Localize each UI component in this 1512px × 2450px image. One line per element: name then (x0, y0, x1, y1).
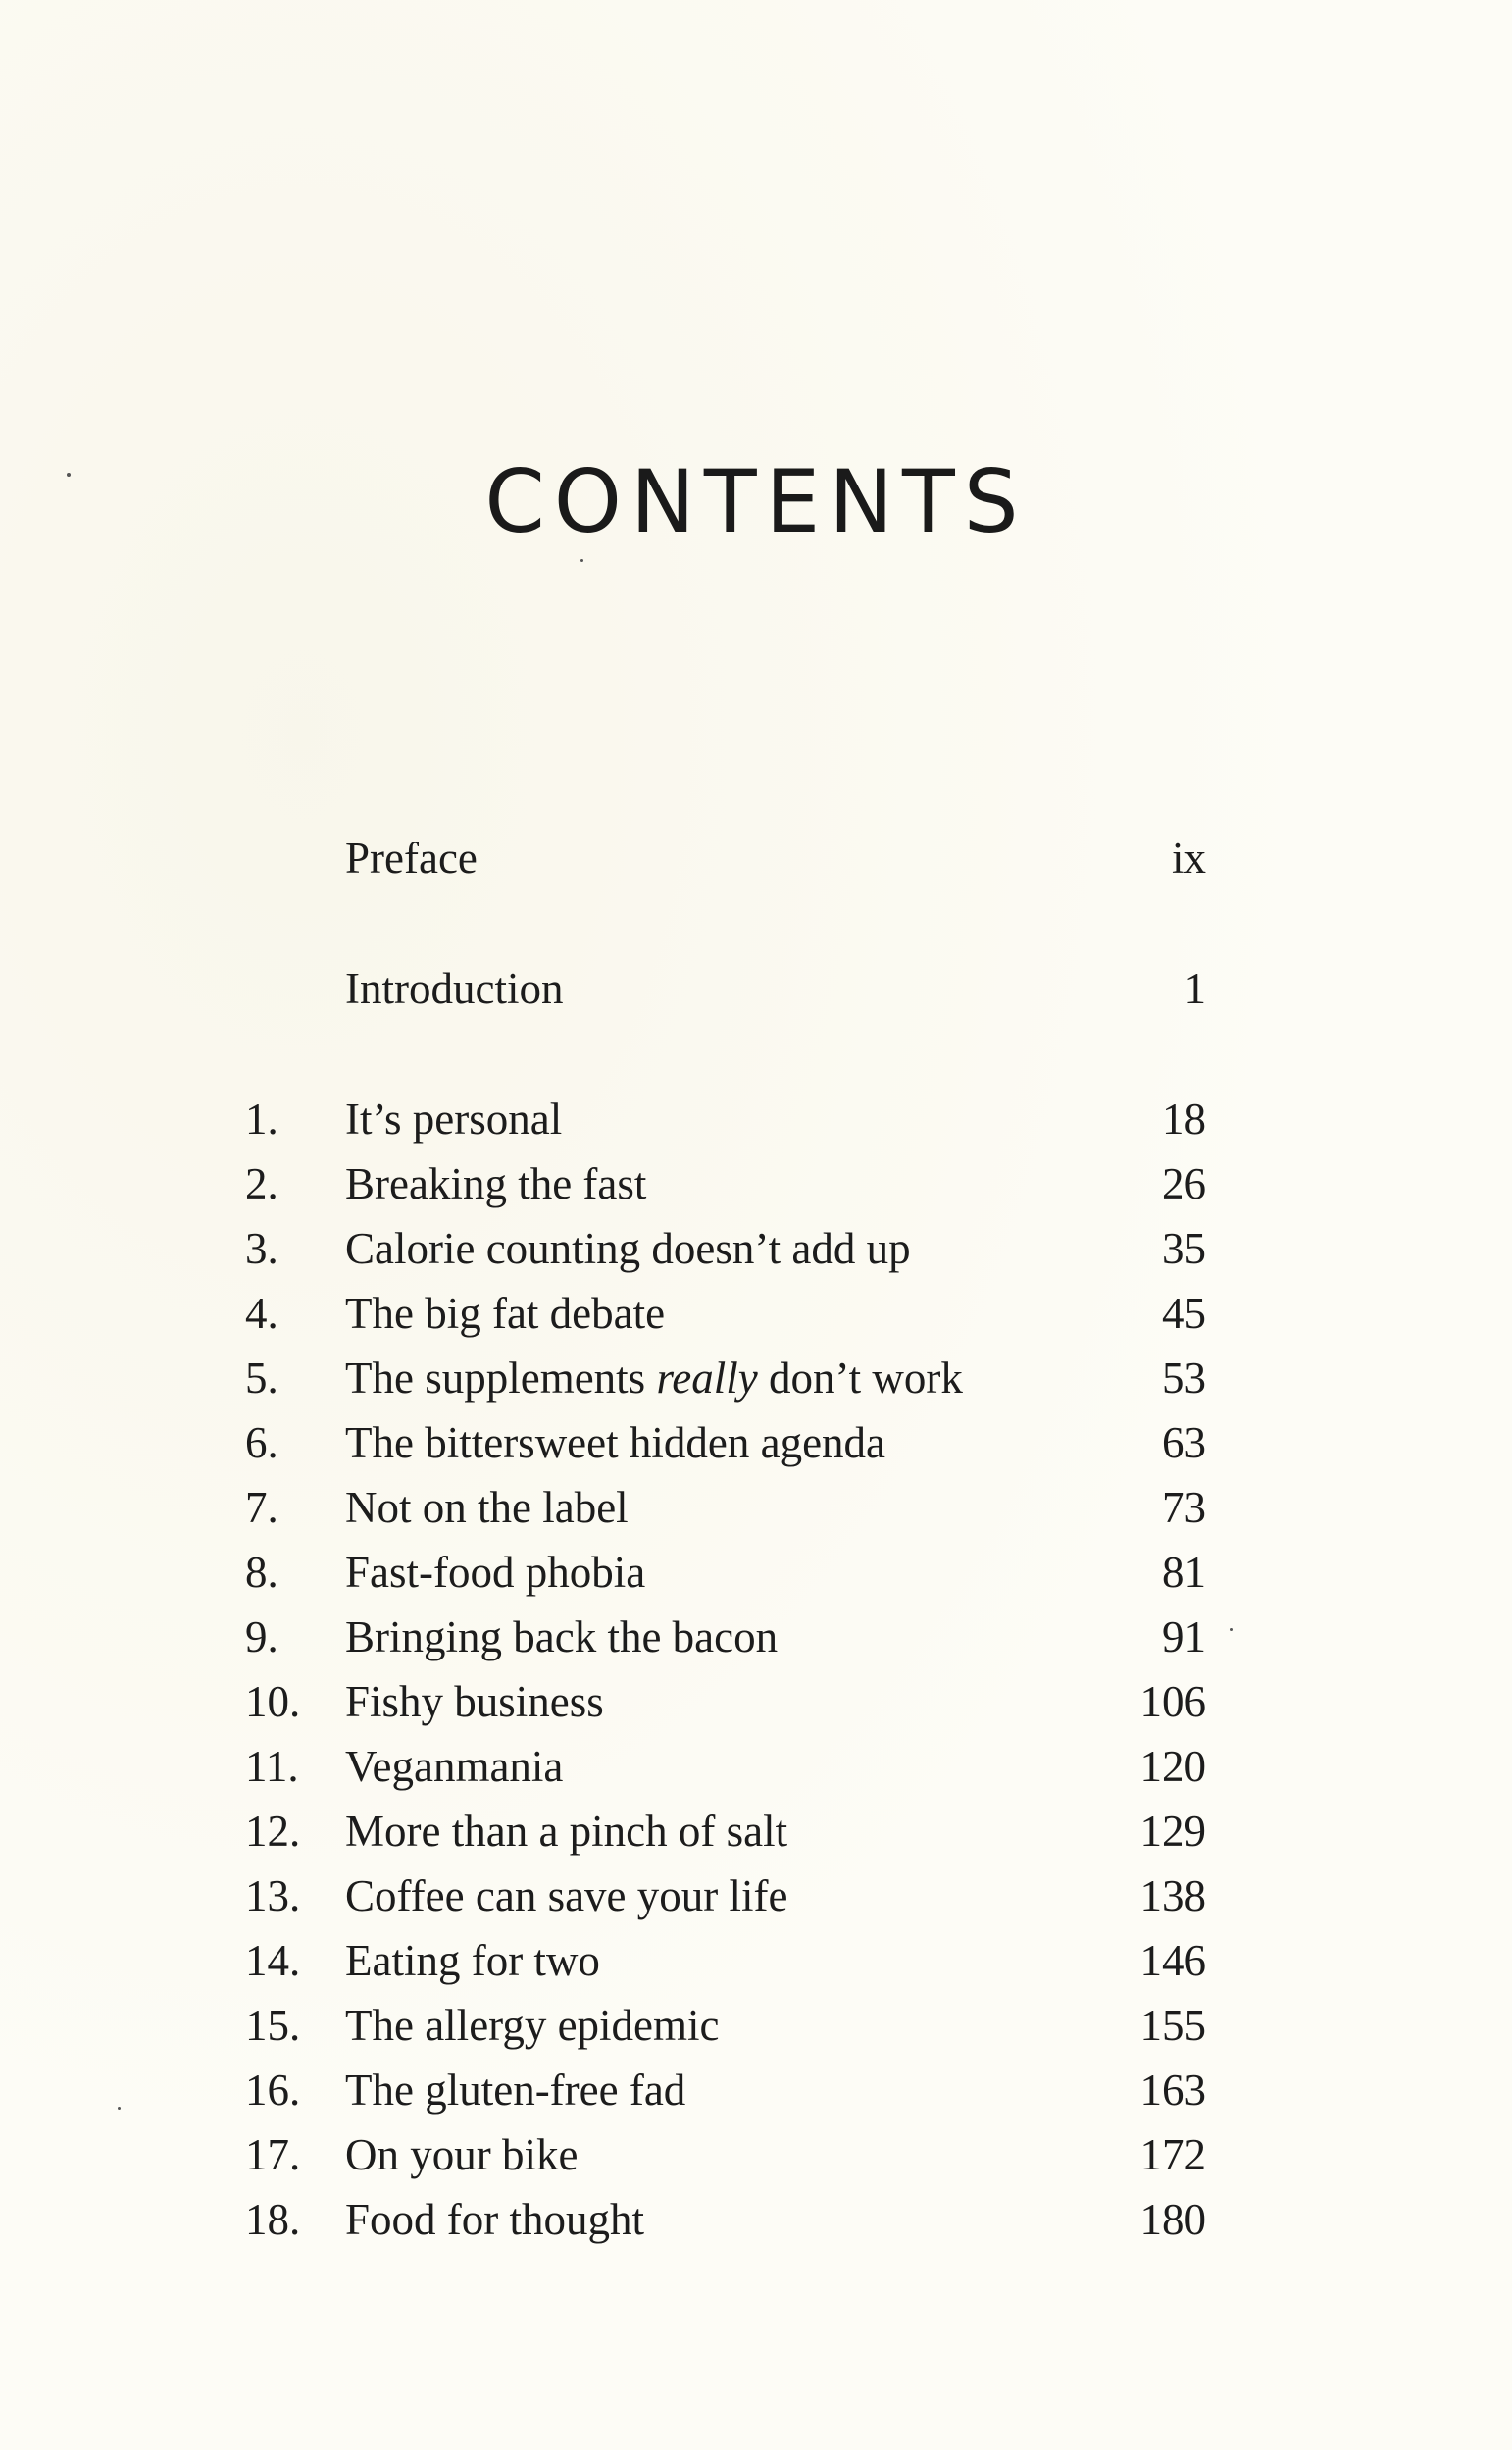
toc-chapter-3 (0, 1216, 1512, 1281)
print-speck (118, 2107, 121, 2110)
page-title: CONTENTS (484, 451, 1028, 552)
chapter-number: 1. (245, 1095, 278, 1144)
chapter-title: Fast-food phobia (345, 1548, 646, 1597)
chapter-title: Bringing back the bacon (345, 1612, 779, 1661)
chapter-title-part: don’t work (757, 1353, 963, 1403)
toc-chapter-5 (0, 1346, 1512, 1410)
chapter-number: 2. (245, 1159, 278, 1208)
chapter-page: 91 (1162, 1612, 1206, 1661)
chapter-number: 18. (245, 2195, 301, 2244)
chapter-title: The bittersweet hidden agenda (345, 1418, 886, 1467)
toc-entry-page: 1 (1184, 964, 1206, 1013)
chapter-number: 6. (245, 1418, 278, 1467)
toc-chapter-4 (0, 1281, 1512, 1346)
chapter-page: 45 (1162, 1289, 1206, 1338)
chapter-title: More than a pinch of salt (345, 1807, 788, 1856)
chapter-page: 129 (1139, 1807, 1206, 1856)
chapter-title: The gluten-free fad (345, 2066, 686, 2115)
chapter-number: 7. (245, 1483, 278, 1532)
chapter-page: 146 (1139, 1936, 1206, 1985)
chapter-number: 8. (245, 1548, 278, 1597)
chapter-page: 18 (1162, 1095, 1206, 1144)
toc-entry-label: Preface (345, 834, 478, 883)
chapter-title: It’s personal (345, 1095, 563, 1144)
chapter-title (345, 1346, 963, 1410)
toc-chapter-15 (0, 1993, 1512, 2058)
toc-entry-page: ix (1171, 834, 1206, 883)
chapter-page: 35 (1162, 1224, 1206, 1273)
toc-entry-label: Introduction (345, 964, 564, 1013)
toc-chapter-12 (0, 1799, 1512, 1863)
chapter-number: 15. (245, 2001, 301, 2050)
chapter-number: 16. (245, 2066, 301, 2115)
chapter-number: 11. (245, 1742, 299, 1791)
chapter-page: 180 (1139, 2195, 1206, 2244)
chapter-title: Fishy business (345, 1677, 604, 1726)
chapter-page: 26 (1162, 1159, 1206, 1208)
chapter-page: 155 (1139, 2001, 1206, 2050)
chapter-number: 12. (245, 1807, 301, 1856)
toc-chapter-11 (0, 1734, 1512, 1799)
toc-chapter-16 (0, 2058, 1512, 2122)
chapter-number: 9. (245, 1612, 278, 1661)
chapter-number: 5. (245, 1353, 278, 1403)
toc-chapter-13 (0, 1863, 1512, 1928)
toc-chapter-18 (0, 2187, 1512, 2252)
chapter-title: Breaking the fast (345, 1159, 647, 1208)
toc-chapter-8 (0, 1540, 1512, 1605)
chapter-number: 3. (245, 1224, 278, 1273)
toc-chapter-6 (0, 1410, 1512, 1475)
chapter-title: Coffee can save your life (345, 1871, 788, 1920)
chapter-number: 10. (245, 1677, 301, 1726)
chapter-page: 163 (1139, 2066, 1206, 2115)
toc-entry-introduction (0, 956, 1512, 1021)
toc-chapter-17 (0, 2122, 1512, 2187)
chapter-page: 63 (1162, 1418, 1206, 1467)
chapter-title-part: The supplements (345, 1353, 657, 1403)
chapter-title: Veganmania (345, 1742, 564, 1791)
chapter-title: Eating for two (345, 1936, 600, 1985)
toc-chapter-10 (0, 1669, 1512, 1734)
toc-chapter-9 (0, 1605, 1512, 1669)
chapter-title: Food for thought (345, 2195, 645, 2244)
chapter-page: 172 (1139, 2130, 1206, 2179)
toc-chapter-1 (0, 1087, 1512, 1151)
chapter-title: On your bike (345, 2130, 579, 2179)
print-speck (1230, 1628, 1233, 1631)
chapter-number: 17. (245, 2130, 301, 2179)
chapter-number: 13. (245, 1871, 301, 1920)
chapter-page: 120 (1139, 1742, 1206, 1791)
chapter-page: 81 (1162, 1548, 1206, 1597)
toc-chapter-7 (0, 1475, 1512, 1540)
chapter-title: The allergy epidemic (345, 2001, 720, 2050)
toc-chapter-2 (0, 1151, 1512, 1216)
toc-entry-preface (0, 826, 1512, 891)
chapter-title: Not on the label (345, 1483, 629, 1532)
chapter-page: 138 (1139, 1871, 1206, 1920)
chapter-title: Calorie counting doesn’t add up (345, 1224, 911, 1273)
print-speck (580, 559, 583, 562)
chapter-page: 106 (1139, 1677, 1206, 1726)
chapter-title: The big fat debate (345, 1289, 666, 1338)
chapter-page: 53 (1162, 1353, 1206, 1403)
toc-chapter-14 (0, 1928, 1512, 1993)
chapter-page: 73 (1162, 1483, 1206, 1532)
chapter-title-emphasis: really (656, 1353, 758, 1403)
chapter-number: 14. (245, 1936, 301, 1985)
chapter-number: 4. (245, 1289, 278, 1338)
print-speck (67, 473, 71, 477)
